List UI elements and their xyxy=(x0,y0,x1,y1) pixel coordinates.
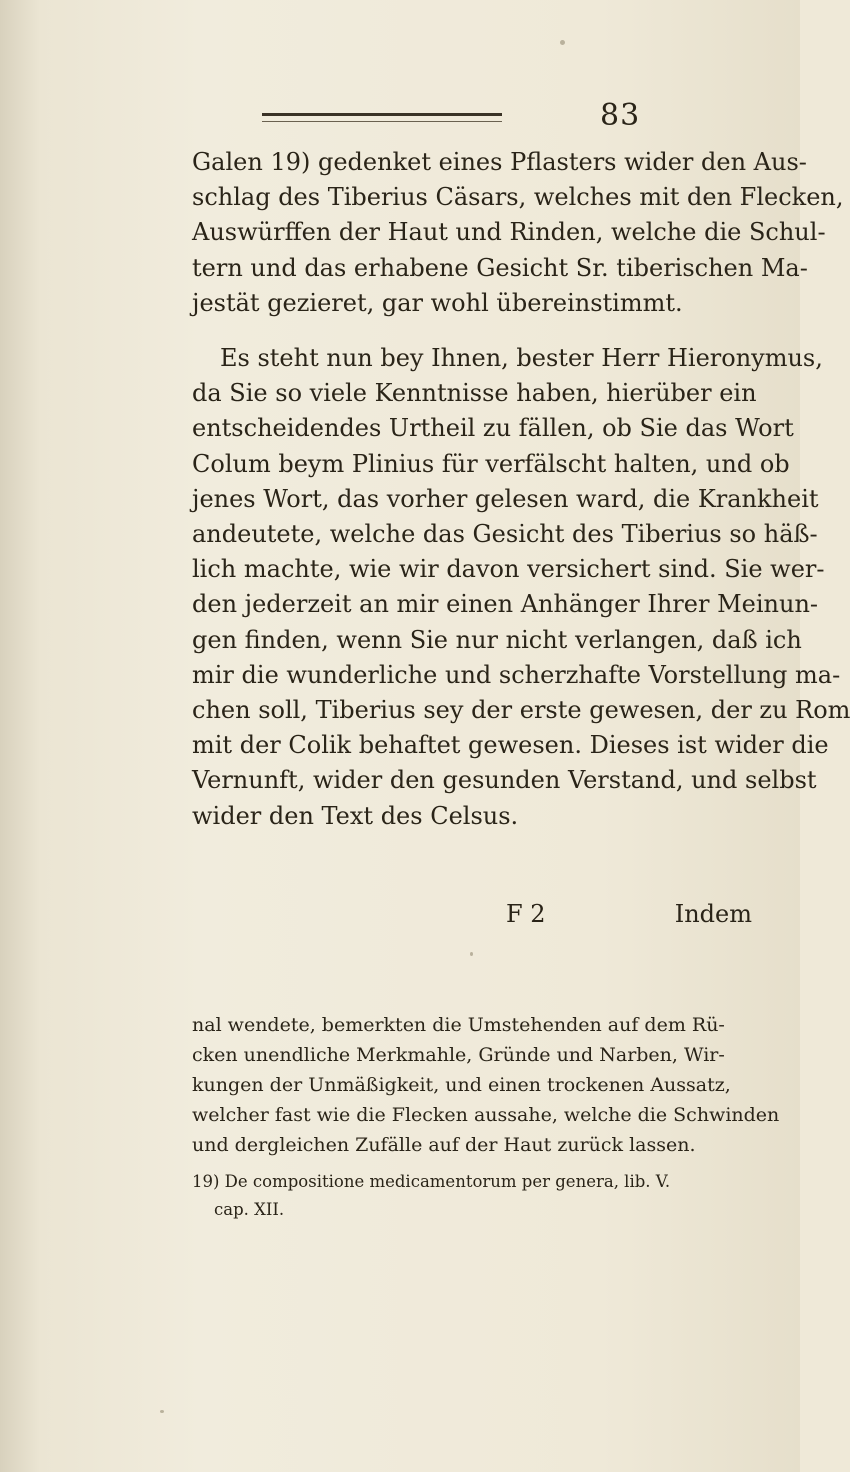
footnote xyxy=(192,1168,772,1224)
text-line: da Sie so viele Kenntnisse haben, hierüber ein xyxy=(192,379,757,408)
text-line: gen finden, wenn Sie nur nicht verlangen, daß ich xyxy=(192,625,802,654)
note-text xyxy=(192,1010,780,1160)
note-line: nal wendete, bemerkten die Umstehenden auf dem Rü- xyxy=(192,1014,725,1036)
text-line: lich machte, wie wir davon versichert sind. Sie wer- xyxy=(192,555,825,584)
text-line: wider den Text des Celsus. xyxy=(192,801,519,830)
footnote-line: cap. XII. xyxy=(214,1200,285,1219)
text-line: tern und das erhabene Gesicht Sr. tiberischen Ma- xyxy=(192,253,808,282)
header-rule-thin xyxy=(262,121,502,122)
text-line: Vernunft, wider den gesunden Verstand, und selbst xyxy=(192,766,817,795)
signature-mark: F 2 xyxy=(506,900,546,928)
signature-row xyxy=(192,900,752,936)
text-line: andeutete, welche das Gesicht des Tiberius so häß- xyxy=(192,520,818,549)
page-number: 83 xyxy=(600,98,641,133)
note-line: welcher fast wie die Flecken aussahe, welche die Schwinden xyxy=(192,1104,780,1126)
text-line: Auswürffen der Haut und Rinden, welche die Schul- xyxy=(192,218,826,247)
header-rule xyxy=(262,113,502,116)
paragraph-gap xyxy=(192,321,772,341)
paper-speck xyxy=(560,40,565,45)
text-line: Colum beym Plinius für verfälscht halten, und ob xyxy=(192,449,790,478)
note-line: und dergleichen Zufälle auf der Haut zurück lassen. xyxy=(192,1134,696,1156)
note-line: kungen der Unmäßigkeit, und einen trockenen Aussatz, xyxy=(192,1074,731,1096)
text-line: Galen 19) gedenket eines Pflasters wider den Aus- xyxy=(192,148,807,176)
text-line: den jederzeit an mir einen Anhänger Ihrer Meinun- xyxy=(192,590,819,619)
text-line: entscheidendes Urtheil zu fällen, ob Sie das Wort xyxy=(192,414,794,443)
footnote-line: 19) De compositione medicamentorum per genera, lib. V. xyxy=(192,1172,671,1191)
text-line: chen soll, Tiberius sey der erste gewesen, der zu Rom xyxy=(192,696,850,725)
catchword: Indem xyxy=(674,900,752,928)
text-line: mit der Colik behaftet gewesen. Dieses ist wider die xyxy=(192,731,829,760)
text-line: jestät gezieret, gar wohl übereinstimmt. xyxy=(192,288,683,317)
paper-speck xyxy=(160,1410,164,1413)
text-line: jenes Wort, das vorher gelesen ward, die Krankheit xyxy=(192,484,819,513)
text-line: schlag des Tiberius Cäsars, welches mit den Flecken, xyxy=(192,183,844,212)
text-line: mir die wunderliche und scherzhafte Vorstellung ma- xyxy=(192,660,841,689)
main-text xyxy=(192,145,850,834)
note-line: cken unendliche Merkmahle, Gründe und Narben, Wir- xyxy=(192,1044,725,1066)
paper-speck xyxy=(470,952,473,956)
text-line: Es steht nun bey Ihnen, bester Herr Hieronymus, xyxy=(220,344,823,373)
